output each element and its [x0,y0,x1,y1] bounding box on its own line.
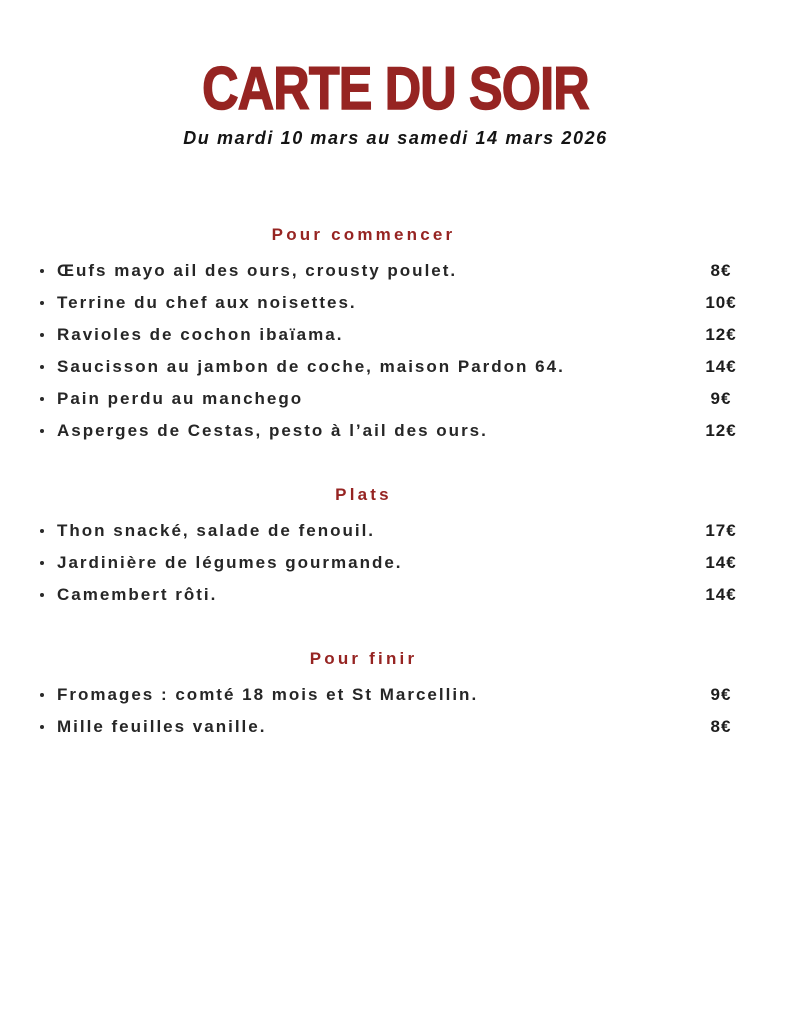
dish-price: 10€ [705,293,737,312]
dish-price: 14€ [705,357,737,376]
dish-price: 12€ [705,325,737,344]
menu-item [38,579,753,611]
menu-header [0,0,791,149]
dish-name: Jardinière de légumes gourmande. [57,553,403,572]
menu-item [38,415,753,447]
section-heading: Plats [335,485,392,504]
dish-price: 14€ [705,553,737,572]
dish-name: Ravioles de cochon ibaïama. [57,325,344,344]
menu-item [38,287,753,319]
dish-price: 9€ [710,685,732,704]
bullet-icon [40,593,44,597]
dish-name: Fromages : comté 18 mois et St Marcellin. [57,685,479,704]
dish-price: 12€ [705,421,737,440]
section-heading: Pour commencer [271,225,456,244]
bullet-icon [40,529,44,533]
dish-name: Thon snacké, salade de fenouil. [57,521,376,540]
menu-item [38,515,753,547]
dish-name: Saucisson au jambon de coche, maison Pardon 64. [57,357,565,376]
page-subtitle: Du mardi 10 mars au samedi 14 mars 2026 [183,128,608,148]
dish-price: 9€ [710,389,732,408]
dish-name: Camembert rôti. [57,585,218,604]
bullet-icon [40,725,44,729]
bullet-icon [40,301,44,305]
dish-name: Pain perdu au manchego [57,389,304,408]
bullet-icon [40,269,44,273]
dish-price: 17€ [705,521,737,540]
section-mains [38,485,753,611]
bullet-icon [40,561,44,565]
bullet-icon [40,397,44,401]
page-title: CARTE DU SOIR [202,55,589,122]
section-starters [38,225,753,447]
dish-price: 8€ [710,261,732,280]
bullet-icon [40,333,44,337]
dish-name: Mille feuilles vanille. [57,717,267,736]
dish-name: Œufs mayo ail des ours, crousty poulet. [57,261,458,280]
menu-item [38,547,753,579]
section-desserts [38,649,753,743]
bullet-icon [40,693,44,697]
dish-name: Asperges de Cestas, pesto à l’ail des ours. [57,421,488,440]
menu-item [38,679,753,711]
menu-item [38,351,753,383]
menu-sections [0,225,791,743]
bullet-icon [40,365,44,369]
menu-item [38,255,753,287]
section-heading: Pour finir [309,649,418,668]
menu-item [38,383,753,415]
menu-item [38,711,753,743]
dish-name: Terrine du chef aux noisettes. [57,293,357,312]
dish-price: 14€ [705,585,737,604]
menu-item [38,319,753,351]
dish-price: 8€ [710,717,732,736]
bullet-icon [40,429,44,433]
